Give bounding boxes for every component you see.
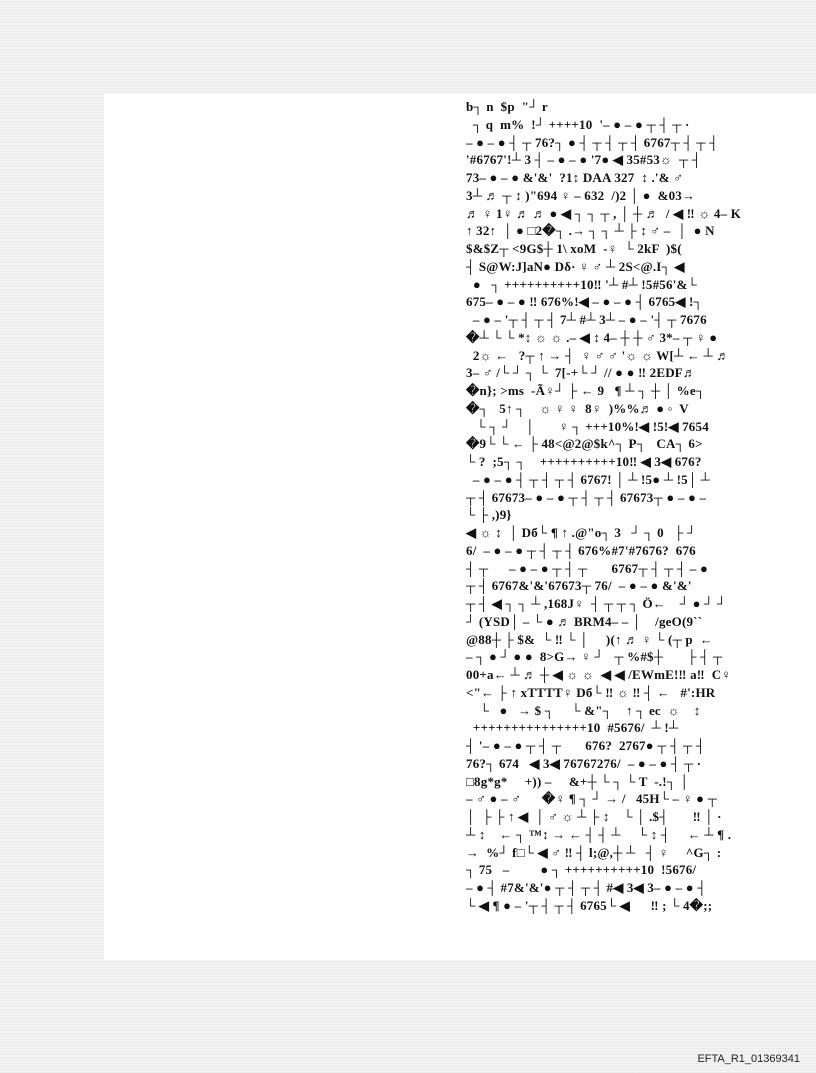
text-line: └ ┐ ┘ │ ♀ ┐ +++10%!◀ !5!◀ 7654 [466,418,709,434]
text-line: 6/ – ● – ● ┬ ┤ ┬ ┤ 676%#7'#7676? 676 [466,542,696,558]
text-line: @88┼ ├ $& └ ‼ └ │ )(↑ ♬ ♀ └ (┬ p ← [466,631,713,647]
text-line: ┐ 75 – ● ┐ ++++++++++10 !5676/ [466,862,697,878]
text-line: └ ├ ,)9} [466,507,512,523]
garbled-text-block [466,98,816,915]
text-line: �┴ └ └ *↕ ☼ ☼ .– ◀ ↕ 4– ┼ ┼ ♂ 3*– ┬ ♀ ● [466,329,718,345]
text-line: – ● – ● ┤ ┬ ┤ ┬ ┤ 6767! │ ┴ !5● ┴ !5│ ┴ [466,471,711,487]
text-line: ┤ '– ● – ● ┬ ┤ ┬ 676? 2767● ┬ ┤ ┬ ┤ [466,738,706,753]
text-line: 3┴ ♬ ┬ ↕ )"694 ♀ – 632 /)2 │ ● &03→ [466,187,696,203]
text-line: �n}; >ms -Ã♀┘ ├ ← 9 ¶ ┴ ┐ ┼ │ %e┐ [466,383,706,398]
text-line: 2☼ ← ?┬ ↑ → ┤ ♀ ♂ ♂ '☼ ☼ W[┴ ← ┴ ♬ [466,347,730,363]
text-line: – ● – '┬ ┤ ┬ ┤ 7┴ #┴ 3┴ – ● – '┤ ┬ 7676 [466,312,707,327]
text-line: └ ● → $ ┐ └ &"┐ ↑ ┐ ec ☼ ↕ [466,702,701,718]
text-line: └ ? ;5┐ ┐ ++++++++++10‼ ◀ 3◀ 676? [466,454,702,469]
text-line: +++++++++++++++10 #5676/ ┴ !┴ [466,720,679,736]
text-line: └ ◀ ¶ ● – '┬ ┤ ┬ ┤ 6765└ ◀ ‼ ; └ 4�;; [466,897,713,913]
text-line: ┤ ┬ – ● – ● ┬ ┤ ┬ 6767┬ ┤ ┬ ┤ – ● [466,560,709,576]
text-line: 73– ● – ● &'&' ?1↕ DAA 327 ↕ .'& ♂ [466,170,684,185]
text-line: ┤ S@W:J]aN● Dδ· ♀ ♂ ┴ 2S<@.I┐ ◀ [466,258,685,274]
text-line: ┬ ┤ 6767&'&'67673┬ 76/ – ● – ● &'&' [466,578,692,594]
text-line: – ┐ ● ┘ ● ● 8>G→ ♀ ┘ ┬ %#$┼ ├ ┤ ┬ [466,649,723,665]
text-line: ┐ q m% !┘ ++++10 '– ● – ● ┬ ┤ ┬ · [466,116,690,132]
text-line: □8g*g* +)) – &+┼ └ ┐ └ T -.!┐ │ [466,773,690,789]
text-line: <"← ├ ↑ xTTTT♀ Dб└ ‼ ☼ ‼ ┤ ← #':HR [466,684,716,700]
text-line: 00+a← ┴ ♬ ┼ ◀ ☼ ☼ ◀ ◀ /EWmE!‼ a‼ C♀ [466,667,732,682]
text-line: 3– ♂ /└ ┘ ┐ └ 7[-+└ ┘ // ● ● ‼ 2EDF♬ [466,365,697,381]
text-line: – ♂ ● – ♂ �♀ ¶ ┐ ┘ → / 45H└ – ♀ ● ┬ [466,791,718,807]
text-line: �┐ 5↑ ┐ ☼ ♀ ♀ 8♀ )%%♬ ● ◦ V [466,400,689,416]
text-line: → %┘ f□└ ◀ ♂ ‼ ┤ l;@,┼ ┴ ┤ ♀ ^G┐ : [466,844,722,860]
text-line: ┬ ┤ ◀ ┐ ┐ ┴ ,168J♀ ┤ ┬ ┬ ┐ Ö← ┘ ● ┘ ┘ [466,596,727,611]
text-line: ● ┐ ++++++++++10‼ '┴ #┴ !5#56'&└ [466,276,697,292]
text-line: ♬ ♀ 1♀ ♬ ♬ ● ◀ ┐ ┐ ┬ , │ ┼ ♬ / ◀ ‼ ☼ 4– K [466,205,742,221]
text-line: 675– ● – ● ‼ 676%!◀ – ● – ● ┤ 6765◀ !┐ [466,294,703,310]
text-line: – ● – ● ┤ ┬ 76?┐ ● ┤ ┬ ┤ ┬ ┤ 6767┬ ┤ ┬ ┤ [466,134,719,150]
text-line: b┐ n $p "┘ r [466,99,548,114]
text-line: ◀ ☼ ↕ │ Dб└ ¶ ↑ .@"o┐ 3 ┘ ┐ 0 ├ ┘ [466,525,697,540]
text-line: – ● ┤ #7&'&'● ┬ ┤ ┬ ┤ #◀ 3◀ 3– ● – ● ┤ [466,880,707,895]
bates-number: EFTA_R1_01369341 [697,1053,800,1065]
text-line: ↑ 32↑ │ ● □2�┐ .→ ┐ ┐ ┴ ├ ↕ ♂ – │ ● N [466,223,715,239]
text-line: ┴ ↕ ← ┐ ™↕ → ← ┤ ┤ ┴ └ ↕ ┤ ← ┴ ¶ . [466,826,732,842]
text-line: │ ├ ├ ↑ ◀ │ ♂ ☼ ┴ ├ ↕ └ │ .$┤ ‼ │ · [466,809,722,824]
text-line: '#6767'!┴ 3 ┤ – ● – ● '7● ◀ 35#53☼ ┬ ┤ [466,152,702,168]
text-line: ┬ ┤ 67673– ● – ● ┬ ┤ ┬ ┤ 67673┬ ● – ● – [466,489,707,505]
text-line: $&$Z┬ <9G$┼ 1\ xoM -♀ └ 2kF )$( [466,241,682,256]
document-page [104,94,816,960]
text-line: 76?┐ 674 ◀ 3◀ 76767276/ – ● – ● ┤ ┬ · [466,755,702,771]
text-line: ┘ (YSD│ – └ ● ♬ BRM4– – │ /geO(9`` [466,613,703,629]
text-line: �9└ └ ← ├ 48<@2@$k^┐ P┐ CA┐ 6> [466,436,703,452]
